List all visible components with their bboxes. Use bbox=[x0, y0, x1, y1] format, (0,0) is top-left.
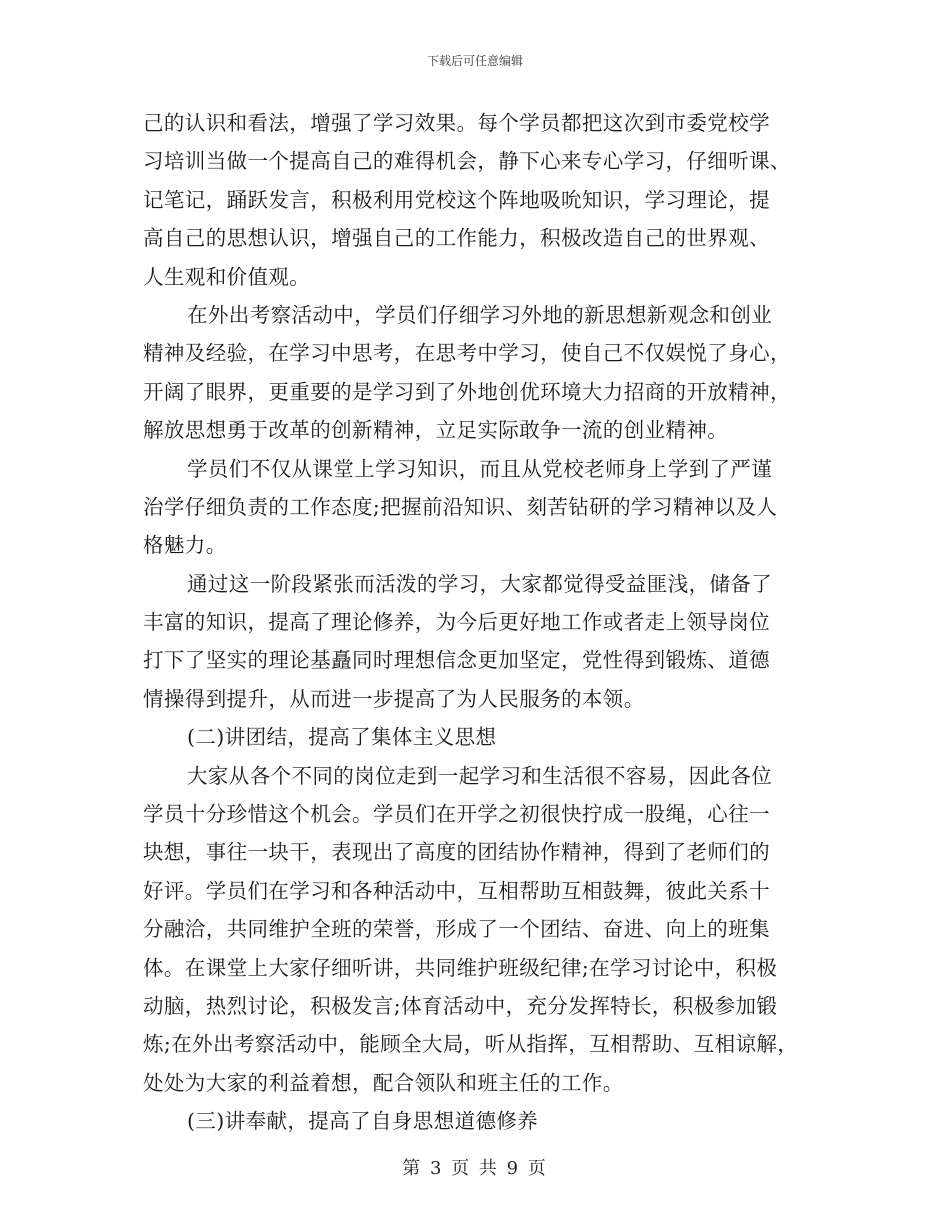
text-line: 动脑，热烈讨论，积极发言;体育活动中，充分发挥特长，积极参加锻 bbox=[143, 993, 778, 1018]
text-line: 解放思想勇于改革的创新精神，立足实际敢争一流的创业精神。 bbox=[143, 418, 729, 443]
text-line: 学员十分珍惜这个机会。学员们在开学之初很快拧成一股绳，心往一 bbox=[143, 802, 770, 827]
text-line: 开阔了眼界，更重要的是学习到了外地创优环境大力招商的开放精神， bbox=[143, 379, 791, 404]
text-line: 学员们不仅从课堂上学习知识，而且从党校老师身上学到了严谨 bbox=[187, 456, 773, 481]
page-header: 下载后可任意编辑 bbox=[426, 54, 523, 68]
text-line: 格魅力。 bbox=[143, 533, 227, 558]
text-line: 人生观和价值观。 bbox=[143, 264, 311, 289]
text-line: 丰富的知识，提高了理论修养，为今后更好地工作或者走上领导岗位 bbox=[143, 610, 770, 635]
text-line: 打下了坚实的理论基矗同时理想信念更加坚定，党性得到锻炼、道德 bbox=[143, 648, 770, 673]
text-line: 分融洽，共同维护全班的荣誉，形成了一个团结、奋进、向上的班集 bbox=[143, 917, 770, 942]
text-line: (三)讲奉献，提高了自身思想道德修养 bbox=[187, 1109, 539, 1134]
page-footer: 第 3 页 共 9 页 bbox=[402, 1158, 548, 1179]
text-line: 炼;在外出考察活动中，能顾全大局，听从指挥，互相帮助、互相谅解， bbox=[143, 1032, 799, 1057]
text-line: 治学仔细负责的工作态度;把握前沿知识、刻苦钻研的学习精神以及人 bbox=[143, 494, 778, 519]
text-line: 情操得到提升，从而进一步提高了为人民服务的本领。 bbox=[143, 686, 645, 711]
text-line: 大家从各个不同的岗位走到一起学习和生活很不容易，因此各位 bbox=[187, 763, 773, 788]
text-line: 块想，事往一块干，表现出了高度的团结协作精神，得到了老师们的 bbox=[143, 840, 770, 865]
text-line: 在外出考察活动中，学员们仔细学习外地的新思想新观念和创业 bbox=[187, 302, 773, 327]
text-line: 己的认识和看法，增强了学习效果。每个学员都把这次到市委党校学 bbox=[143, 111, 770, 135]
text-line: 高自己的思想认识，增强自己的工作能力，积极改造自己的世界观、 bbox=[143, 226, 770, 251]
text-line: 体。在课堂上大家仔细听讲，共同维护班级纪律;在学习讨论中，积极 bbox=[143, 955, 778, 980]
text-line: 精神及经验，在学习中思考，在思考中学习，使自己不仅娱悦了身心， bbox=[143, 341, 791, 366]
text-line: 处处为大家的利益着想，配合领队和班主任的工作。 bbox=[143, 1070, 624, 1095]
document-body bbox=[143, 104, 823, 1141]
text-line: 好评。学员们在学习和各种活动中，互相帮助互相鼓舞，彼此关系十 bbox=[143, 878, 770, 903]
text-line: 记笔记，踊跃发言，积极利用党校这个阵地吸吮知识，学习理论，提 bbox=[143, 187, 770, 212]
text-line: 通过这一阶段紧张而活泼的学习，大家都觉得受益匪浅，储备了 bbox=[187, 571, 773, 596]
text-line: (二)讲团结，提高了集体主义思想 bbox=[187, 725, 497, 750]
text-line: 习培训当做一个提高自己的难得机会，静下心来专心学习，仔细听课、 bbox=[143, 149, 791, 174]
